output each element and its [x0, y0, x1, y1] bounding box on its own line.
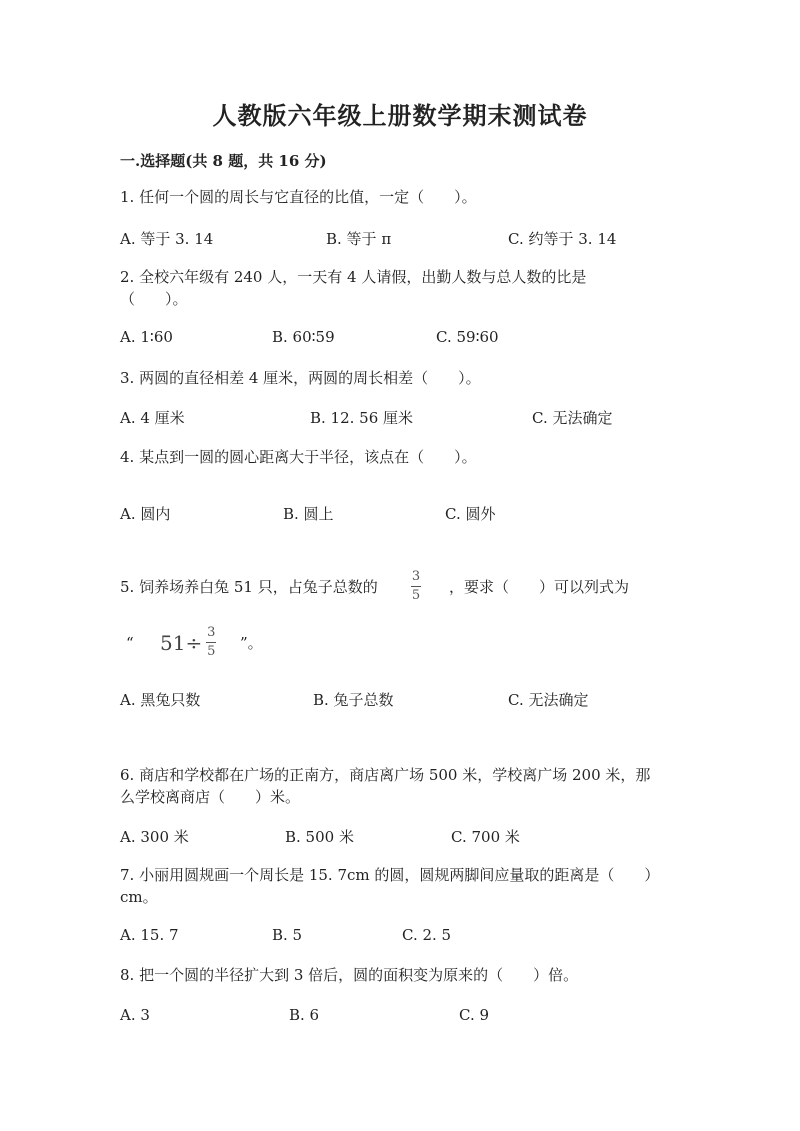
- page-title: 人教版六年级上册数学期末测试卷: [212, 101, 588, 130]
- q6-option-b: B. 500 米: [285, 828, 354, 846]
- q5-expression-fraction: [206, 626, 216, 659]
- question-6-line-1: 6. 商店和学校都在广场的正南方，商店离广场 500 米，学校离广场 200 米，那: [120, 766, 651, 784]
- q2-option-a: A. 1∶60: [120, 328, 173, 346]
- question-5-text-a: 5. 饲养场养白兔 51 只，占兔子总数的: [120, 578, 378, 596]
- q5-option-b: B. 兔子总数: [313, 691, 394, 709]
- q8-option-c: C. 9: [459, 1006, 490, 1024]
- q2-option-c: C. 59∶60: [436, 328, 499, 346]
- q1-option-a: A. 等于 3. 14: [120, 230, 214, 248]
- question-5-text-b: ，要求（ ）可以列式为: [449, 578, 630, 596]
- q5-quote-close: ”。: [240, 634, 263, 652]
- question-1: 1. 任何一个圆的周长与它直径的比值，一定（ ）。: [120, 188, 477, 206]
- q8-option-b: B. 6: [289, 1006, 320, 1024]
- q5-quote-open: “: [126, 634, 134, 652]
- q6-option-a: A. 300 米: [120, 828, 189, 846]
- q3-option-b: B. 12. 56 厘米: [310, 409, 414, 427]
- q1-option-c: C. 约等于 3. 14: [508, 230, 617, 248]
- question-3: 3. 两圆的直径相差 4 厘米，两圆的周长相差（ ）。: [120, 369, 481, 387]
- q5-fraction-numerator: 3: [411, 569, 421, 584]
- q3-option-a: A. 4 厘米: [120, 409, 185, 427]
- question-2-line-2: （ ）。: [120, 290, 188, 308]
- question-7-line-1: 7. 小丽用圆规画一个周长是 15. 7cm 的圆，圆规两脚间应量取的距离是（ ）: [120, 866, 660, 884]
- q5-option-c: C. 无法确定: [508, 691, 589, 709]
- question-8: 8. 把一个圆的半径扩大到 3 倍后，圆的面积变为原来的（ ）倍。: [120, 966, 579, 984]
- q4-option-c: C. 圆外: [445, 505, 496, 523]
- q4-option-b: B. 圆上: [283, 505, 334, 523]
- question-7-line-2: cm。: [120, 888, 158, 906]
- question-4: 4. 某点到一圆的圆心距离大于半径，该点在（ ）。: [120, 448, 477, 466]
- q5-fraction: [411, 570, 421, 603]
- q5-option-a: A. 黑兔只数: [120, 691, 201, 709]
- question-2-line-1: 2. 全校六年级有 240 人，一天有 4 人请假，出勤人数与总人数的比是: [120, 268, 587, 286]
- q2-option-b: B. 60∶59: [272, 328, 335, 346]
- q3-option-c: C. 无法确定: [532, 409, 613, 427]
- section-heading: 一.选择题(共 8 题，共 16 分): [120, 152, 327, 170]
- question-6-line-2: 么学校离商店（ ）米。: [120, 788, 301, 806]
- q7-option-b: B. 5: [272, 926, 303, 944]
- q7-option-c: C. 2. 5: [402, 926, 452, 944]
- q5-expression-whole: 51÷: [160, 630, 203, 655]
- q5-expression: [160, 626, 216, 659]
- q4-option-a: A. 圆内: [120, 505, 171, 523]
- q6-option-c: C. 700 米: [451, 828, 520, 846]
- q1-option-b: B. 等于 π: [326, 230, 392, 248]
- q5-expression-numerator: 3: [207, 625, 216, 640]
- q5-expression-denominator: 5: [207, 644, 216, 659]
- fraction-bar: [411, 586, 421, 587]
- q5-fraction-denominator: 5: [411, 588, 421, 603]
- fraction-bar: [206, 642, 216, 643]
- q8-option-a: A. 3: [120, 1006, 150, 1024]
- q7-option-a: A. 15. 7: [120, 926, 179, 944]
